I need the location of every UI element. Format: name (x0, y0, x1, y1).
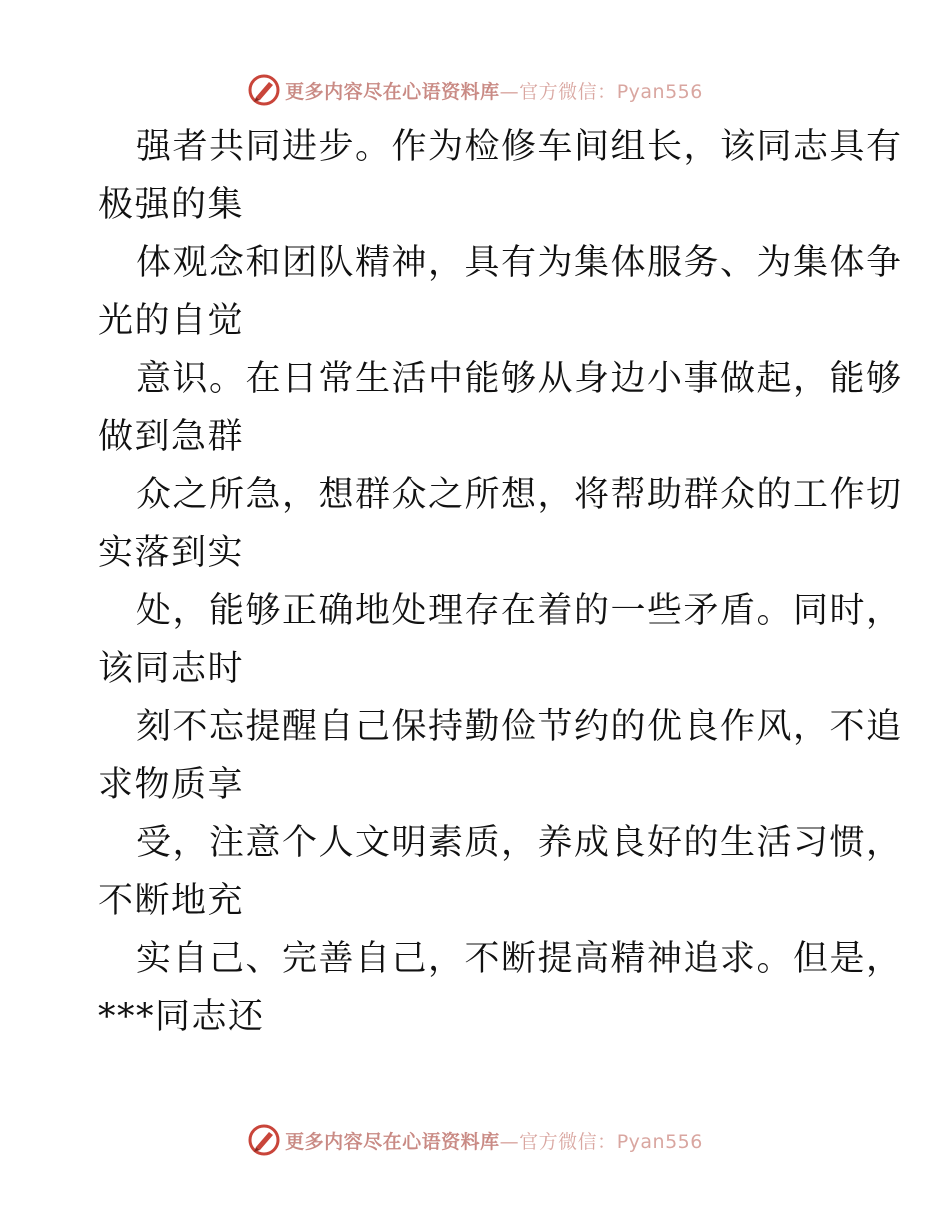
banner-text (285, 77, 703, 104)
paragraph-line: 极强的集 (98, 185, 245, 225)
paragraph (98, 698, 903, 814)
paragraph-line: 做到急群 (98, 417, 245, 457)
paragraph-line: 求物质享 (98, 765, 245, 805)
paragraph-line: 众之所急，想群众之所想，将帮助群众的工作切 (136, 475, 903, 515)
paragraph (98, 118, 903, 234)
pen-logo-icon (247, 1123, 281, 1157)
paragraph-line: 意识。在日常生活中能够从身边小事做起，能够 (136, 359, 903, 399)
banner-dash: — (499, 1130, 520, 1153)
paragraph (98, 350, 903, 466)
paragraph-line: 受，注意个人文明素质，养成良好的生活习惯， (136, 823, 903, 863)
paragraph (98, 814, 903, 930)
paragraph-line: 该同志时 (98, 649, 245, 689)
banner-wechat-label: 官方微信： (519, 1130, 617, 1153)
document-body (98, 118, 903, 1046)
paragraph (98, 930, 903, 1046)
banner-lead: 更多内容尽在心语资料库 (285, 80, 500, 103)
banner-wechat-id: Pyan556 (616, 80, 703, 103)
paragraph-line: 实落到实 (98, 533, 245, 573)
pen-logo-icon (247, 73, 281, 107)
paragraph-line: 不断地充 (98, 881, 245, 921)
paragraph (98, 466, 903, 582)
banner-lead: 更多内容尽在心语资料库 (285, 1130, 500, 1153)
paragraph-line: 光的自觉 (98, 301, 245, 341)
paragraph-line: 实自己、完善自己，不断提高精神追求。但是， (136, 939, 903, 979)
banner-wechat-id: Pyan556 (616, 1130, 703, 1153)
header-banner (0, 70, 950, 110)
banner-wechat-label: 官方微信： (519, 80, 617, 103)
paragraph-line: 处，能够正确地处理存在着的一些矛盾。同时， (136, 591, 903, 631)
banner-text (285, 1127, 703, 1154)
paragraph (98, 582, 903, 698)
footer-banner (0, 1120, 950, 1160)
banner-dash: — (499, 80, 520, 103)
paragraph-line: 刻不忘提醒自己保持勤俭节约的优良作风，不追 (136, 707, 903, 747)
paragraph (98, 234, 903, 350)
paragraph-line: 体观念和团队精神，具有为集体服务、为集体争 (136, 243, 903, 283)
paragraph-line: ***同志还 (98, 997, 265, 1037)
paragraph-line: 强者共同进步。作为检修车间组长，该同志具有 (136, 127, 903, 167)
